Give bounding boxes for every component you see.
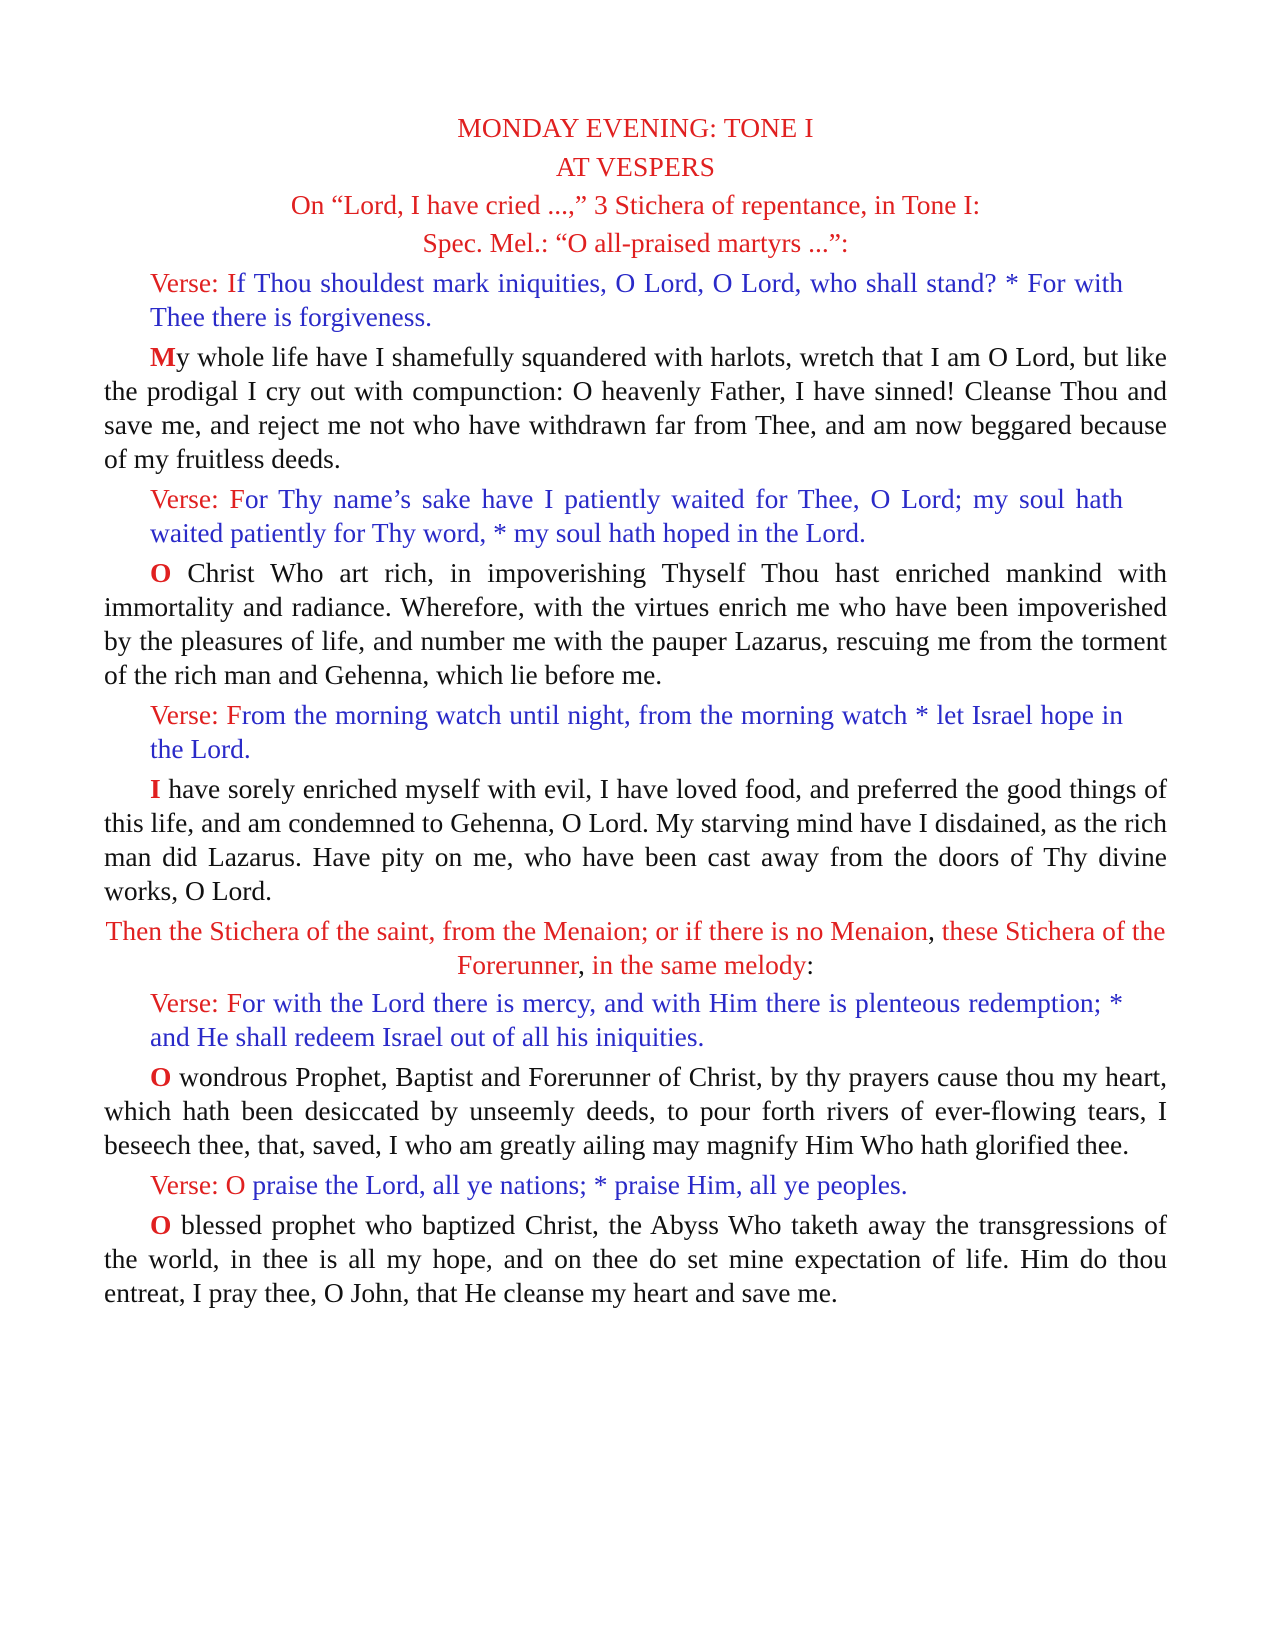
rubric-colon: : (806, 949, 815, 980)
verse-label: Verse: (150, 987, 227, 1018)
verse-label: Verse: (150, 699, 227, 730)
sticheron-text: y whole life have I shamefully squandered with harlots, wretch that I am O Lord, but like the prodigal I cry out with compunction: O heavenly Father, I have sinned! Cleanse Thou and save me, and reject me not who have withdrawn far from Thee, and am now beggared because of my fruitless deeds. (104, 341, 1167, 474)
sticheron-initial: O (150, 557, 172, 588)
rubric-part-3: in the same melody (584, 949, 807, 980)
sticheron-initial: M (150, 341, 176, 372)
verse-2 (150, 482, 1123, 550)
verse-4 (150, 986, 1123, 1054)
verse-text: praise the Lord, all ye nations; * praise Him, all ye peoples. (245, 1169, 908, 1200)
verse-label: Verse: (150, 1169, 226, 1200)
sticheron-initial: O (150, 1209, 172, 1240)
sticheron-text: wondrous Prophet, Baptist and Forerunner of Christ, by thy prayers cause thou my heart, which hath been desiccated by unseemly deeds, to pour forth rivers of ever-flowing tears, I beseech thee, that, saved, I who am greatly ailing may magnify Him Who hath glorified thee. (104, 1061, 1167, 1160)
sticheron-1 (104, 340, 1167, 476)
rubric-part-2: these Stichera of the Forerunner (456, 915, 1166, 980)
office-title: AT VESPERS (555, 151, 716, 182)
verse-initial: F (229, 483, 245, 514)
sticheron-text: have sorely enriched myself with evil, I have loved food, and preferred the good things of this life, and am condemned to Gehenna, O Lord. My starving mind have I disdained, as the rich man did Lazarus. Have pity on me, who have been cast away from the doors of Thy divine works, O Lord. (104, 773, 1167, 906)
sticheron-2 (104, 556, 1167, 692)
sticheron-3 (104, 772, 1167, 908)
sticheron-initial: O (150, 1061, 172, 1092)
intro-rubric-line2: Spec. Mel.: “O all-praised martyrs ...”: (422, 227, 849, 258)
rubric-comma-1: , (928, 915, 935, 946)
intro-rubric-line1: On “Lord, I have cried ...,” 3 Stichera of repentance, in Tone I: (290, 189, 981, 220)
verse-text: or Thy name’s sake have I patiently waited for Thee, O Lord; my soul hath waited patiently for Thy word, * my soul hath hoped in the Lord. (150, 483, 1123, 548)
sticheron-initial: I (150, 773, 161, 804)
verse-1 (150, 266, 1123, 334)
verse-5 (150, 1168, 1123, 1202)
rubric-comma-2: , (578, 949, 585, 980)
service-heading (104, 108, 1167, 186)
sticheron-4 (104, 1060, 1167, 1162)
sticheron-text: blessed prophet who baptized Christ, the Abyss Who taketh away the transgressions of the world, in thee is all my hope, and on thee do set mine expectation of life. Him do thou entreat, I pray thee, O John, that He cleanse my heart and save me. (104, 1209, 1167, 1308)
menaion-rubric (104, 914, 1167, 982)
verse-initial: O (225, 1169, 246, 1200)
day-tone-title: MONDAY EVENING: TONE I (457, 112, 814, 143)
verse-initial: I (227, 267, 237, 298)
verse-text: or with the Lord there is mercy, and with Him there is plenteous redemption; * and He shall redeem Israel out of all his iniquities. (150, 987, 1124, 1052)
sticheron-text: Christ Who art rich, in impoverishing Thyself Thou hast enriched mankind with immortality and radiance. Wherefore, with the virtues enrich me who have been impoverished by the pleasures of life, and number me with the pauper Lazarus, rescuing me from the torment of the rich man and Gehenna, which lie before me. (104, 557, 1167, 690)
verse-text: rom the morning watch until night, from the morning watch * let Israel hope in the Lord. (150, 699, 1123, 764)
document-page (104, 108, 1167, 1316)
verse-label: Verse: (150, 267, 228, 298)
rubric-part-1: Then the Stichera of the saint, from the Menaion; or if there is no Menaion (105, 915, 928, 946)
intro-rubric (104, 186, 1167, 262)
sticheron-5 (104, 1208, 1167, 1310)
verse-text: f Thou shouldest mark iniquities, O Lord, O Lord, who shall stand? * For with Thee there is forgiveness. (150, 267, 1123, 332)
verse-label: Verse: (150, 483, 230, 514)
verse-initial: F (226, 699, 242, 730)
verse-3 (150, 698, 1123, 766)
verse-initial: F (226, 987, 243, 1018)
